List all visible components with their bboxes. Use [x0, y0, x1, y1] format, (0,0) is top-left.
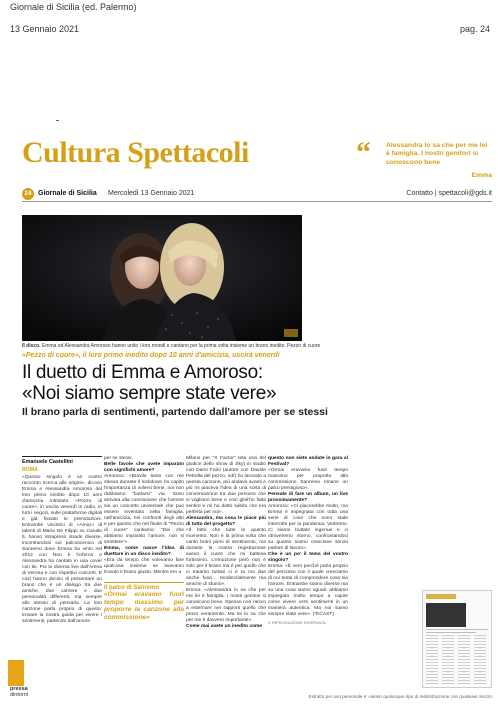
- column-2-intro: per se stessi.: [104, 456, 133, 461]
- copyright-notice: © RIPRODUZIONE RISERVATA: [268, 620, 326, 625]
- column-2-question-2: Emma, come nasce l'idea di duettare in un disco inedito?: [104, 546, 184, 557]
- column-2-answer-1: Amoroso: «Bravile tanto con me stessa durante il lockdown ho capito l'importanza di volersi bene, noi non dobbiamo "buttarsi" via. Sono arrivata alla conclusione che l'amore sia un concetto universale che può essere inventato nella famiglia, nell'amicizia, nei confronti degli altri e per questo che nel finale di "Pezzo di cuore" cantiamo: "Dei che abbiamo imparato l'amore, non si smettere"».: [104, 474, 184, 545]
- page-number-badge: 24: [22, 188, 34, 200]
- headline-line-2: «Noi siamo sempre state vere»: [22, 383, 277, 404]
- clipping-date: 13 Gennaio 2021: [10, 24, 80, 34]
- pull-quote-text: Alessandra lo sa che per me lei è famiglia. I nostri genitori si conoscono bene: [386, 142, 488, 166]
- thumbnail-column: [442, 635, 454, 685]
- article-headline: [22, 362, 492, 404]
- logo-text-line-2: dintorni: [10, 692, 29, 698]
- scan-mark: [56, 120, 59, 121]
- page-thumbnail: [422, 590, 492, 688]
- sidebar-box-quote: «Ormai eravamo fuori tempo massimo per proporre la canzone alla commissione»: [104, 591, 184, 621]
- paper-bar: [22, 188, 492, 202]
- column-2-answer-2: «Era da tempo che volevamo fare qualcosa insieme se avevamo trovato il brano giusto. Mentre ero a: [104, 558, 184, 575]
- article-photo: [22, 215, 302, 341]
- column-4-answer: «Ormai eravamo fuori tempo massimo per proporla alla commissione Sanremo rimane un palco prestigioso».: [268, 468, 348, 491]
- thumbnail-photo: [426, 603, 466, 627]
- newspaper-date: Mercoledì 13 Gennaio 2021: [108, 190, 195, 197]
- thumbnail-subhead-line: [426, 632, 476, 633]
- column-3-question: Alessandra, ma cosa le piace più di tutto del progetto?: [186, 516, 266, 527]
- footer-disclaimer: Estratto per uso personale e' vietato qualunque tipo di redistribuzione con qualsiasi mezzo: [308, 694, 492, 699]
- column-3-question-2: Come mai avete un inedito come: [186, 624, 263, 629]
- article-column-4: [268, 456, 348, 626]
- thumbnail-column: [458, 635, 470, 685]
- pull-quote-author: Emma: [471, 172, 492, 179]
- thumbnail-column: [426, 635, 438, 685]
- column-4-question: Pensate di fare un album, un live prossimamente?: [268, 492, 348, 503]
- photo-caption: [22, 343, 322, 349]
- column-3-text: Milano per "X Factor" teta una del giudice dello show di Sky) in studio con Dario Faini (autore con Davide Petrella del pezzo, ndr) ho lavorato a questa canzone, più andavo avanti e più mi piaceva l'idea di una sorta di conversazione tra due persone che si vogliono bene e così gliel'ho fatta sentire e mi ha detto subito che era perfetta per noi».: [186, 456, 266, 515]
- headline-line-1: Il duetto di Emma e Amoroso:: [22, 362, 263, 383]
- logo-mark-icon: [8, 660, 24, 686]
- column-4-answer-2: Amoroso: «Ci piacerebbe molto, ma Emma è impegnata con tutta una serie di cose che sono state interrotte per la pandemia. Vedremo. Ci siamo buttate ingenue e ci ritroveremo ritorno, confrontandoci su quanto siamo crescluse senza parlare di lavoro».: [268, 504, 348, 551]
- article-column-3: [186, 456, 266, 630]
- article-kicker: «Pezzo di cuore», il loro primo inedito dopo 10 anni d'amicizia, uscirà venerdì: [22, 352, 280, 359]
- thumbnail-column: [474, 635, 486, 685]
- column-4-answer-3: Emma: «È vero perché parla proprio del percorso con il quale cresciamo di noi tenta di comprendere cosa sia l'amore. Entrambe siamo diverse ma su una cosa siamo uguali: abbiamo impiegato molto tempo a capire come vivere certi sentimenti in un maniera autentica. Ma noi siamo sempre state vere». (*ECAST): [268, 564, 348, 617]
- article-byline: Emanuele Castellini: [22, 456, 102, 465]
- quote-mark-icon: “: [356, 136, 371, 169]
- section-word-cultura: Cultura: [22, 136, 121, 169]
- article-subhead: Il brano parla di sentimenti, partendo dall'amore per se stessi: [22, 406, 328, 418]
- thumbnail-headline-line: [426, 629, 488, 630]
- column-3-answer-2: Emma: «Alessandra lo sa che per me lei è famiglia. I nostri genitori si conoscono bene. Spesso non riesco a esternare nei rapporti quello che provo veramente. Ma lei lo sa che per me è davvero importante».: [186, 588, 266, 623]
- clipping-source: Giornale di Sicilia (ed. Palermo): [10, 2, 137, 12]
- article-column-2: [104, 456, 184, 621]
- column-1-text: «Questo singolo è un nostro racconto ricerca alle origini», dicono Emma e Alessandra Amoroso del loro primo inedito dopo 10 anni d'amicizia intitolato «Pezzo di cuore», in uscita venerdì in radio, in tutti i negozi, sulle piattaforme digitali e già fissato le prenotazioni. Entrambe vincitrici di «Amici» di talenti di Maria De Filippi su Canale 5, hanno intrapreso strade diverse, incontrandosi sul palcoscenico di Sanremo dove Emma ha vinto nel 2012 con Non è l'inferno e Alessandra ha cantato in una cover con lei. Poi la diversa live dall'Arena di Verona e con rispettivi concerti. E così hanno deciso di presentare un brano che è un dialogo tra due amiche, due carriere e due personalità differenti, ma sempre allo stesso di pensarla. La loro canzone parla proprio di questo: trovare la nostra guida per vivere i sentimenti, partendo dall'amore: [22, 475, 102, 624]
- caption-text: Emma ed Alessandra Amoroso hanno unito i loro mondi e cantano per la prima volta insieme un brano inedito. Pezzo di cuore: [42, 343, 321, 349]
- section-title: [22, 136, 249, 170]
- sidebar-box-title: Il palco di Sanremo: [104, 582, 184, 591]
- logo-text-line-1: pressa: [10, 686, 28, 692]
- clipping-page: pag. 24: [459, 24, 490, 34]
- press-agency-logo: [8, 660, 50, 700]
- newspaper-name: Giornale di Sicilia: [38, 190, 97, 197]
- article-dateline: ROMA: [22, 467, 38, 473]
- column-2-question-1: Belle favole che avete imparato con significhi amore?: [104, 462, 184, 473]
- singers-photo-illustration: [22, 215, 302, 341]
- column-3-answer: «Il fatto che tutte le quanto momento. Non è la prima volta che canto brani pieni di sentimento, ma durante la nostra registrazione avevo il cuore che mi batteva fortissimo. L'emozione però non è solo per il brano ma è per quello che ci traiamo tuttavi ci è ta noi due anche fuori… tendenzialmente ma amiche di sfumò».: [186, 528, 266, 587]
- column-4-question-2: Che è un po' il tema del vostro singolo?: [268, 552, 348, 563]
- caption-lead: Il disco.: [22, 343, 41, 349]
- column-4-question-cont: questo non siete andate in gara al Festival?: [268, 456, 348, 467]
- section-word-spettacoli: Spettacoli: [127, 136, 249, 169]
- newspaper-contact: Contatto | spettacoli@gds.it: [406, 190, 492, 197]
- thumbnail-section-band: [426, 594, 456, 599]
- article-column-1: [22, 456, 102, 625]
